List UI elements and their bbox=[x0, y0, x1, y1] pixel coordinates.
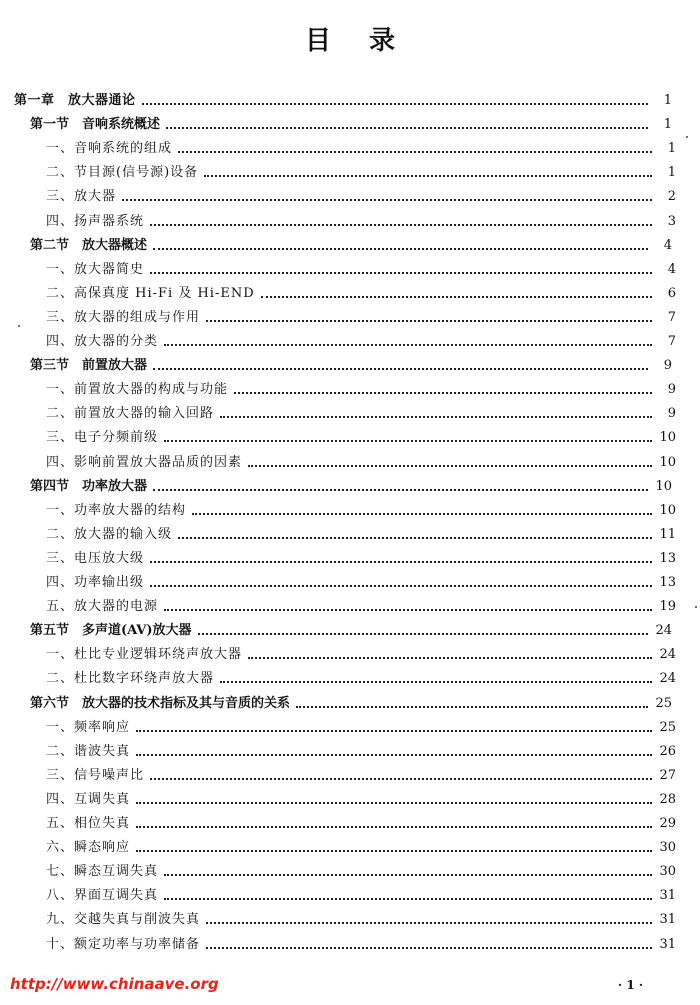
toc-entry-page: 4 bbox=[663, 238, 672, 253]
toc-entry-label: 四、互调失真 bbox=[46, 792, 131, 807]
dot-leader bbox=[164, 874, 652, 876]
toc-entry-page: 4 bbox=[667, 262, 676, 277]
dot-leader bbox=[150, 585, 652, 587]
toc-section-entry[interactable] bbox=[30, 693, 672, 715]
dot-leader bbox=[136, 754, 652, 756]
toc-entry-page: 1 bbox=[667, 165, 676, 180]
toc-entry-page: 25 bbox=[655, 696, 672, 711]
toc-entry-label: 九、交越失真与削波失真 bbox=[46, 912, 201, 927]
toc-entry-label: 四、影响前置放大器品质的因素 bbox=[46, 455, 243, 470]
toc-entry-page: 7 bbox=[667, 334, 676, 349]
toc-subsection-entry[interactable] bbox=[46, 668, 676, 690]
toc-entry-label: 一、杜比专业逻辑环绕声放大器 bbox=[46, 647, 243, 662]
toc-subsection-entry[interactable] bbox=[46, 162, 676, 184]
toc-subsection-entry[interactable] bbox=[46, 548, 676, 570]
toc-subsection-entry[interactable] bbox=[46, 765, 676, 787]
toc-entry-label: 二、放大器的输入级 bbox=[46, 527, 173, 542]
toc-entry-page: 30 bbox=[659, 840, 676, 855]
toc-entry-page: 10 bbox=[659, 503, 676, 518]
toc-entry-label: 一、前置放大器的构成与功能 bbox=[46, 382, 229, 397]
toc-subsection-entry[interactable] bbox=[46, 211, 676, 233]
toc-subsection-entry[interactable] bbox=[46, 789, 676, 811]
toc-entry-label: 三、电压放大级 bbox=[46, 551, 145, 566]
toc-entry-page: 3 bbox=[667, 214, 676, 229]
toc-entry-page: 31 bbox=[659, 888, 676, 903]
toc-subsection-entry[interactable] bbox=[46, 596, 676, 618]
page-number: · 1 · bbox=[618, 978, 644, 992]
toc-entry-page: 10 bbox=[659, 430, 676, 445]
toc-entry-label: 三、放大器的组成与作用 bbox=[46, 310, 201, 325]
dot-leader bbox=[248, 465, 652, 467]
toc-subsection-entry[interactable] bbox=[46, 379, 676, 401]
toc-entry-page: 25 bbox=[659, 720, 676, 735]
title-char-1: 目 bbox=[304, 26, 331, 56]
toc-subsection-entry[interactable] bbox=[46, 813, 676, 835]
toc-entry-label: 一、音响系统的组成 bbox=[46, 141, 173, 156]
dot-leader bbox=[136, 850, 652, 852]
toc-entry-label: 七、瞬态互调失真 bbox=[46, 864, 159, 879]
toc-entry-page: 27 bbox=[659, 768, 676, 783]
toc-subsection-entry[interactable] bbox=[46, 741, 676, 763]
dot-leader bbox=[206, 922, 652, 924]
dot-leader bbox=[178, 151, 652, 153]
toc-section-entry[interactable] bbox=[30, 355, 672, 377]
dot-leader bbox=[122, 199, 652, 201]
dot-leader bbox=[220, 681, 652, 683]
toc-subsection-entry[interactable] bbox=[46, 837, 676, 859]
title-char-2: 录 bbox=[369, 26, 396, 56]
toc-entry-page: 6 bbox=[667, 286, 676, 301]
toc-entry-label: 一、功率放大器的结构 bbox=[46, 503, 187, 518]
toc-entry-label: 五、相位失真 bbox=[46, 816, 131, 831]
toc-entry-page: 1 bbox=[663, 117, 672, 132]
toc-entry-label: 三、放大器 bbox=[46, 189, 117, 204]
dot-leader bbox=[234, 392, 652, 394]
toc-entry-label: 四、功率输出级 bbox=[46, 575, 145, 590]
dot-leader bbox=[136, 802, 652, 804]
toc-subsection-entry[interactable] bbox=[46, 909, 676, 931]
dot-leader bbox=[153, 489, 648, 491]
toc-section-entry[interactable] bbox=[30, 476, 672, 498]
dot-leader bbox=[164, 609, 652, 611]
dot-leader bbox=[136, 826, 652, 828]
toc-entry-label: 第五节 多声道(AV)放大器 bbox=[30, 623, 192, 638]
toc-entry-label: 四、扬声器系统 bbox=[46, 214, 145, 229]
toc-entry-label: 二、谐波失真 bbox=[46, 744, 131, 759]
toc-subsection-entry[interactable] bbox=[46, 861, 676, 883]
dot-leader bbox=[166, 127, 648, 129]
toc-entry-page: 24 bbox=[659, 671, 676, 686]
toc-chapter-entry[interactable] bbox=[14, 90, 672, 112]
toc-entry-label: 五、放大器的电源 bbox=[46, 599, 159, 614]
toc-entry-page: 10 bbox=[659, 455, 676, 470]
toc-entry-page: 28 bbox=[659, 792, 676, 807]
dot-leader bbox=[206, 947, 652, 949]
toc-entry-label: 二、节目源(信号源)设备 bbox=[46, 165, 199, 180]
toc-entry-page: 1 bbox=[663, 93, 672, 108]
dot-leader bbox=[164, 344, 652, 346]
toc-entry-page: 11 bbox=[659, 527, 676, 542]
dot-leader bbox=[136, 730, 652, 732]
toc-entry-label: 四、放大器的分类 bbox=[46, 334, 159, 349]
toc-entry-label: 第四节 功率放大器 bbox=[30, 479, 148, 494]
toc-entry-label: 第二节 放大器概述 bbox=[30, 238, 148, 253]
dot-leader bbox=[248, 657, 652, 659]
toc-entry-page: 31 bbox=[659, 937, 676, 952]
toc-entry-label: 三、电子分频前级 bbox=[46, 430, 159, 445]
toc-entry-page: 9 bbox=[667, 382, 676, 397]
toc-entry-page: 31 bbox=[659, 912, 676, 927]
toc-subsection-entry[interactable] bbox=[46, 572, 676, 594]
toc-subsection-entry[interactable] bbox=[46, 307, 676, 329]
dot-leader bbox=[150, 561, 652, 563]
toc-entry-page: 13 bbox=[659, 551, 676, 566]
toc-subsection-entry[interactable] bbox=[46, 138, 676, 160]
toc-entry-page: 24 bbox=[659, 647, 676, 662]
dot-leader bbox=[178, 537, 652, 539]
toc-subsection-entry[interactable] bbox=[46, 427, 676, 449]
toc-subsection-entry[interactable] bbox=[46, 717, 676, 739]
toc-section-entry[interactable] bbox=[30, 235, 672, 257]
toc-entry-page: 19 bbox=[659, 599, 676, 614]
dot-leader bbox=[164, 898, 652, 900]
toc-section-entry[interactable] bbox=[30, 620, 672, 642]
toc-section-entry[interactable] bbox=[30, 114, 672, 136]
toc-subsection-entry[interactable] bbox=[46, 885, 676, 907]
dot-leader bbox=[220, 416, 652, 418]
toc-subsection-entry[interactable] bbox=[46, 283, 676, 305]
toc-subsection-entry[interactable] bbox=[46, 259, 676, 281]
page-title bbox=[0, 20, 700, 57]
scan-speck bbox=[18, 325, 20, 327]
dot-leader bbox=[150, 272, 652, 274]
toc-entry-label: 二、高保真度 Hi-Fi 及 Hi-END bbox=[46, 286, 255, 301]
toc-entry-label: 二、前置放大器的输入回路 bbox=[46, 406, 215, 421]
dot-leader bbox=[164, 440, 652, 442]
toc-entry-label: 二、杜比数字环绕声放大器 bbox=[46, 671, 215, 686]
toc-subsection-entry[interactable] bbox=[46, 524, 676, 546]
footer-url-link[interactable]: http://www.chinaave.org bbox=[10, 975, 219, 993]
dot-leader bbox=[150, 778, 652, 780]
toc-entry-page: 30 bbox=[659, 864, 676, 879]
toc-subsection-entry[interactable] bbox=[46, 644, 676, 666]
toc-subsection-entry[interactable] bbox=[46, 186, 676, 208]
toc-entry-page: 7 bbox=[667, 310, 676, 325]
toc-entry-page: 10 bbox=[655, 479, 672, 494]
toc-entry-page: 9 bbox=[667, 406, 676, 421]
toc-entry-label: 一、放大器简史 bbox=[46, 262, 145, 277]
dot-leader bbox=[296, 706, 648, 708]
toc-entry-page: 2 bbox=[667, 189, 676, 204]
toc-entry-label: 一、频率响应 bbox=[46, 720, 131, 735]
dot-leader bbox=[142, 103, 648, 105]
toc-entry-page: 1 bbox=[667, 141, 676, 156]
toc-subsection-entry[interactable] bbox=[46, 452, 676, 474]
toc-subsection-entry[interactable] bbox=[46, 403, 676, 425]
toc-entry-label: 第六节 放大器的技术指标及其与音质的关系 bbox=[30, 696, 291, 711]
toc-entry-label: 三、信号噪声比 bbox=[46, 768, 145, 783]
dot-leader bbox=[204, 175, 652, 177]
toc-entry-page: 24 bbox=[655, 623, 672, 638]
toc-entry-label: 六、瞬态响应 bbox=[46, 840, 131, 855]
dot-leader bbox=[153, 368, 648, 370]
toc-entry-page: 9 bbox=[663, 358, 672, 373]
toc-subsection-entry[interactable] bbox=[46, 500, 676, 522]
dot-leader bbox=[261, 296, 652, 298]
dot-leader bbox=[150, 224, 652, 226]
toc-subsection-entry[interactable] bbox=[46, 934, 676, 956]
toc-entry-page: 26 bbox=[659, 744, 676, 759]
scan-speck bbox=[686, 136, 688, 138]
dot-leader bbox=[198, 633, 648, 635]
toc-entry-label: 第三节 前置放大器 bbox=[30, 358, 148, 373]
toc-entry-label: 十、额定功率与功率储备 bbox=[46, 937, 201, 952]
toc-subsection-entry[interactable] bbox=[46, 331, 676, 353]
toc-entry-label: 八、界面互调失真 bbox=[46, 888, 159, 903]
dot-leader bbox=[153, 248, 648, 250]
toc-entry-label: 第一章 放大器通论 bbox=[14, 93, 136, 108]
toc-entry-page: 29 bbox=[659, 816, 676, 831]
dot-leader bbox=[206, 320, 652, 322]
scan-speck bbox=[695, 606, 697, 608]
dot-leader bbox=[192, 513, 652, 515]
toc-entry-label: 第一节 音响系统概述 bbox=[30, 117, 161, 132]
toc-entry-page: 13 bbox=[659, 575, 676, 590]
